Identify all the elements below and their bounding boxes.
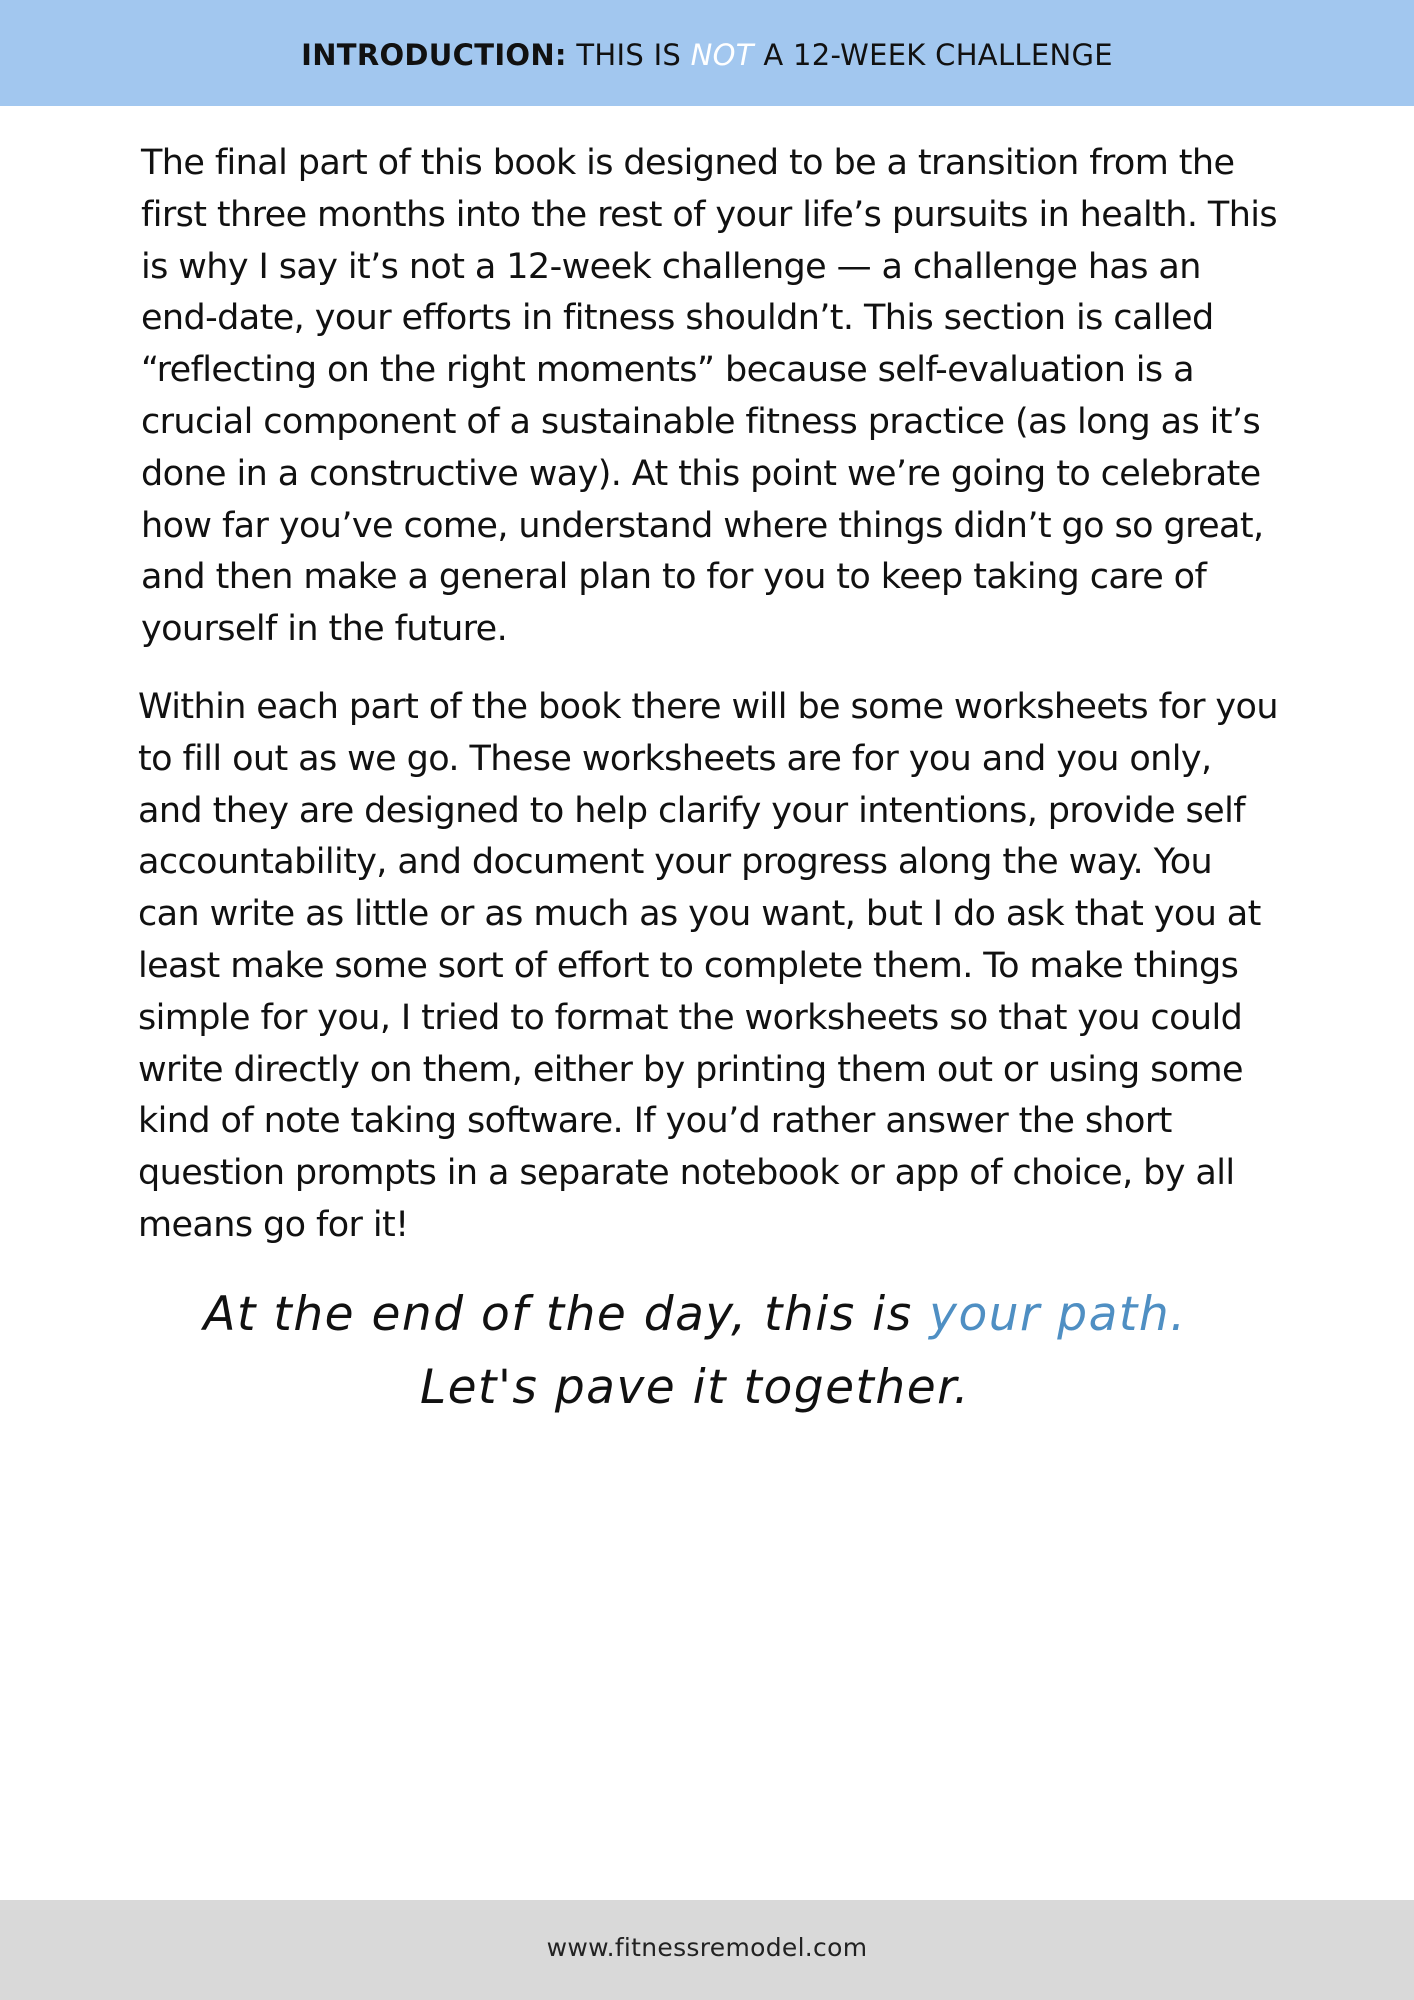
quote-line-1-start: At the end of the day, this is xyxy=(203,1287,913,1342)
title-prefix: THIS IS xyxy=(576,38,682,72)
section-label: INTRODUCTION: xyxy=(301,38,567,72)
quote-line-2: Let's pave it together. xyxy=(419,1360,971,1415)
body-paragraph-2: Within each part of the book there will be some worksheets for you to fill out as we go. These worksheets are for you and you only, and they are designed to help clarify your intentions, provide self accountability, and document your progress along the way. You can write as little or as much as you want, but I do ask that you at least make some sort of effort to complete them. To make things simple for you, I tried to format the worksheets so that you could write directly on them, either by printing them out or using some kind of note taking software. If you’d rather answer the short question prompts in a separate notebook or app of choice, by all means go for it! xyxy=(138,687,1278,1245)
title-emphasis: NOT xyxy=(690,38,754,72)
quote-line-1 xyxy=(0,1278,1390,1351)
title-suffix: A 12-WEEK CHALLENGE xyxy=(763,38,1113,72)
closing-quote xyxy=(0,1278,1390,1424)
page-title xyxy=(301,38,1113,72)
footer-url: www.fitnessremodel.com xyxy=(546,1932,868,1962)
header-band xyxy=(0,0,1414,106)
quote-accent: your path. xyxy=(929,1287,1187,1342)
footer-band xyxy=(0,1900,1414,2000)
body-paragraph-1: The final part of this book is designed to be a transition from the first three months into the rest of your life’s pursuits in health. This is why I say it’s not a 12-week challenge — a challenge has an end-date, your efforts in fitness shouldn’t. This section is called “reflecting on the right moments” because self-evaluation is a crucial component of a sustainable fitness practice (as long as it’s done in a constructive way). At this point we’re going to celebrate how far you’ve come, understand where things didn’t go so great, and then make a general plan to for you to keep taking care of yourself in the future. xyxy=(141,143,1278,650)
